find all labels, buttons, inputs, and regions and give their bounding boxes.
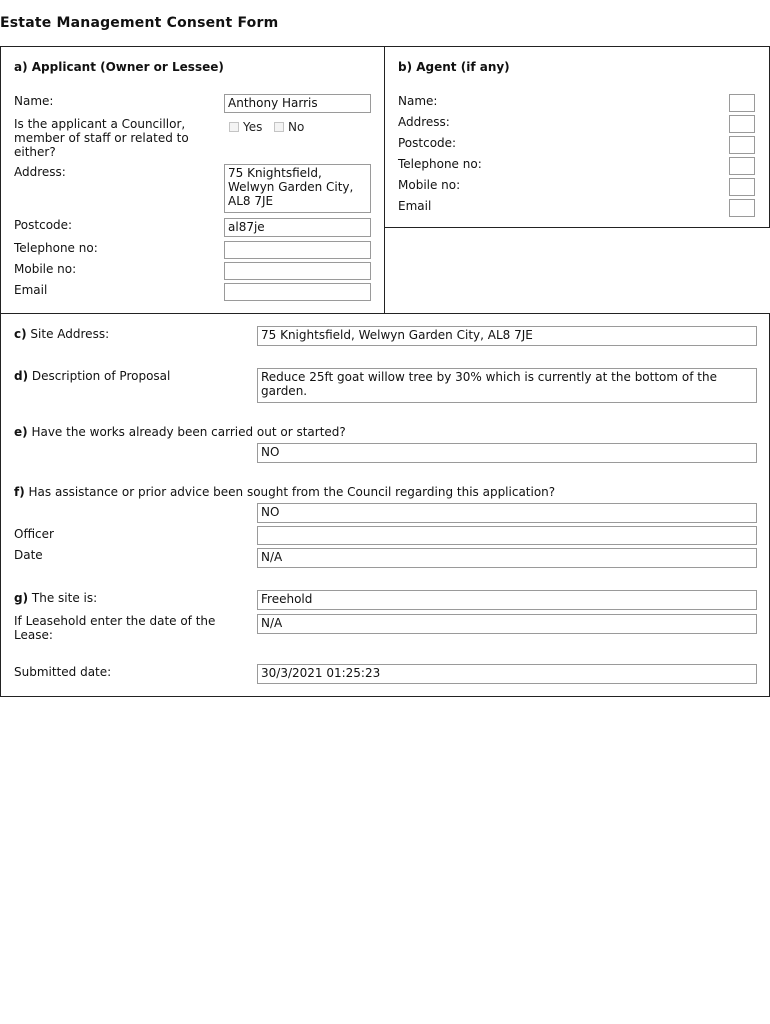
site-is-text: The site is:: [28, 591, 98, 605]
applicant-address-label: Address:: [14, 165, 66, 179]
agent-section: [384, 46, 770, 228]
prior-advice-label: [14, 484, 555, 500]
applicant-mobile-label: Mobile no:: [14, 262, 77, 276]
applicant-heading: a) Applicant (Owner or Lessee): [14, 60, 224, 74]
agent-name-field[interactable]: [729, 94, 755, 112]
no-label: No: [288, 120, 305, 134]
agent-postcode-label: Postcode:: [398, 136, 457, 150]
works-started-field[interactable]: NO: [257, 443, 757, 463]
site-is-prefix: g): [14, 591, 29, 605]
agent-address-field[interactable]: [729, 115, 755, 133]
details-section: [0, 313, 770, 697]
applicant-telephone-label: Telephone no:: [14, 241, 98, 255]
lease-date-label: If Leasehold enter the date of the Lease:: [14, 614, 216, 642]
works-started-prefix: e): [14, 425, 28, 439]
applicant-postcode-label: Postcode:: [14, 218, 73, 232]
applicant-section: [0, 46, 385, 314]
officer-label: Officer: [14, 527, 54, 541]
works-started-text: Have the works already been carried out or started?: [27, 425, 346, 439]
councillor-no-option[interactable]: [274, 119, 304, 135]
date-field[interactable]: N/A: [257, 548, 757, 568]
no-checkbox[interactable]: [274, 122, 284, 132]
submitted-date-label: Submitted date:: [14, 665, 112, 679]
proposal-field[interactable]: Reduce 25ft goat willow tree by 30% which is currently at the bottom of the garden.: [257, 368, 757, 403]
applicant-address-field[interactable]: 75 Knightsfield, Welwyn Garden City, AL8 7JE: [224, 164, 371, 213]
lease-date-field[interactable]: N/A: [257, 614, 757, 634]
agent-address-label: Address:: [398, 115, 450, 129]
agent-telephone-label: Telephone no:: [398, 157, 482, 171]
yes-label: Yes: [243, 120, 263, 134]
proposal-prefix: d): [14, 369, 29, 383]
site-address-prefix: c): [14, 327, 27, 341]
applicant-mobile-field[interactable]: [224, 262, 371, 280]
yes-checkbox[interactable]: [229, 122, 239, 132]
officer-field[interactable]: [257, 526, 757, 545]
agent-heading: b) Agent (if any): [398, 60, 510, 74]
site-is-field[interactable]: Freehold: [257, 590, 757, 610]
proposal-label: [14, 368, 170, 384]
agent-email-label: Email: [398, 199, 432, 213]
councillor-yes-option[interactable]: [229, 119, 262, 135]
date-label: Date: [14, 548, 43, 562]
applicant-email-label: Email: [14, 283, 48, 297]
site-address-field[interactable]: 75 Knightsfield, Welwyn Garden City, AL8 7JE: [257, 326, 757, 346]
agent-mobile-label: Mobile no:: [398, 178, 461, 192]
applicant-email-field[interactable]: [224, 283, 371, 301]
prior-advice-prefix: f): [14, 485, 25, 499]
agent-postcode-field[interactable]: [729, 136, 755, 154]
agent-telephone-field[interactable]: [729, 157, 755, 175]
site-address-text: Site Address:: [26, 327, 110, 341]
councillor-question-label: Is the applicant a Councillor, member of staff or related to either?: [14, 117, 189, 159]
applicant-name-field[interactable]: Anthony Harris: [224, 94, 371, 113]
applicant-postcode-field[interactable]: al87je: [224, 218, 371, 237]
proposal-text: Description of Proposal: [28, 369, 171, 383]
site-is-label: [14, 590, 97, 606]
submitted-date-field[interactable]: 30/3/2021 01:25:23: [257, 664, 757, 684]
prior-advice-text: Has assistance or prior advice been sought from the Council regarding this application?: [24, 485, 556, 499]
applicant-name-label: Name:: [14, 94, 54, 108]
applicant-telephone-field[interactable]: [224, 241, 371, 259]
form-title: Estate Management Consent Form: [0, 15, 279, 31]
agent-mobile-field[interactable]: [729, 178, 755, 196]
prior-advice-field[interactable]: NO: [257, 503, 757, 523]
agent-email-field[interactable]: [729, 199, 755, 217]
agent-name-label: Name:: [398, 94, 438, 108]
works-started-label: [14, 424, 346, 440]
site-address-label: [14, 326, 109, 342]
